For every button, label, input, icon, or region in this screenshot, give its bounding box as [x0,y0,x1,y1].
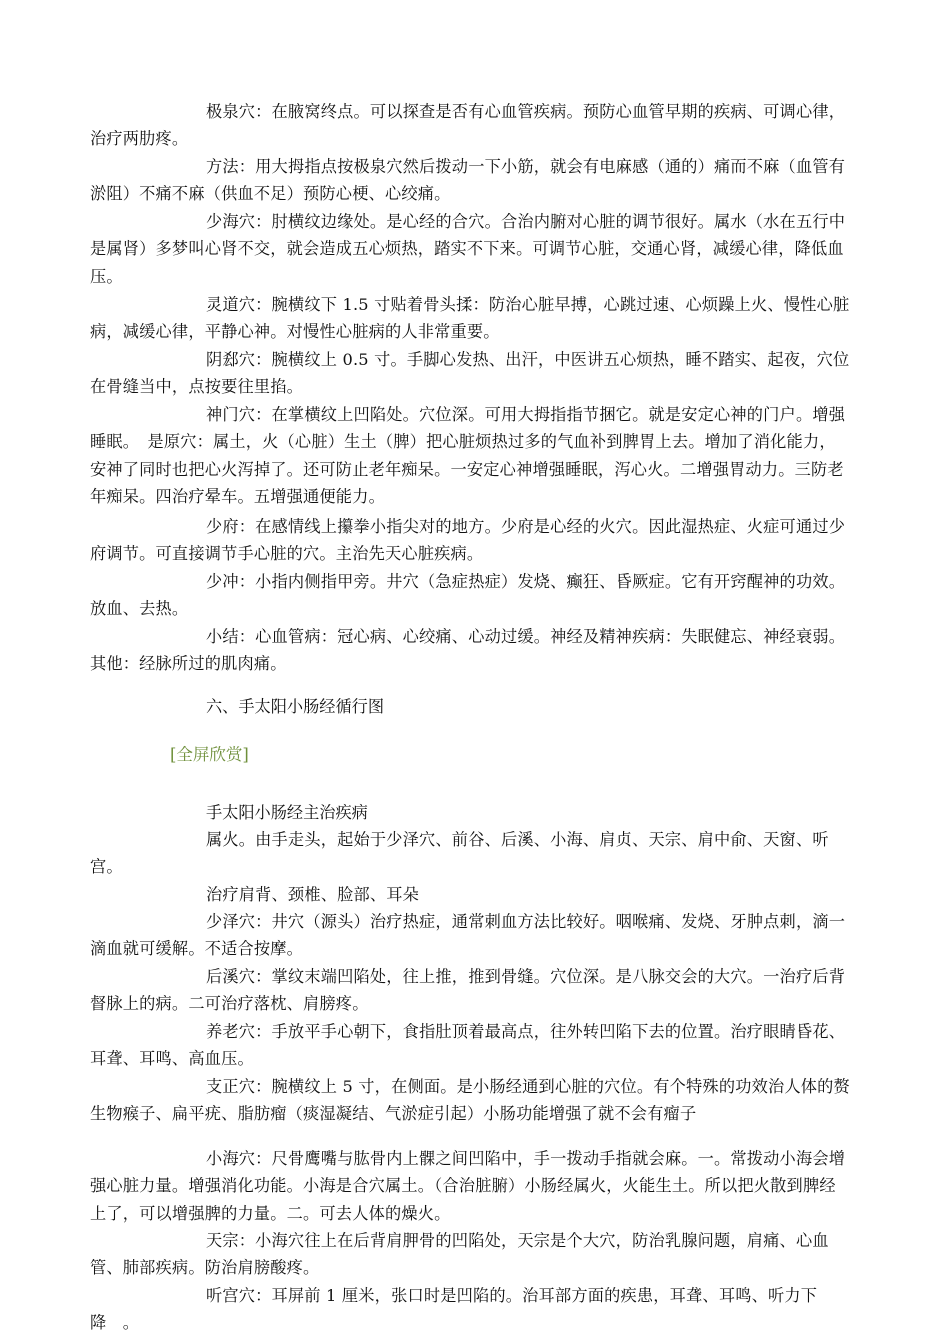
paragraph-shaohai: 少海穴：肘横纹边缘处。是心经的合穴。合治内腑对心脏的调节很好。属水（水在五行中是属肾）多梦叫心肾不交，就会造成五心烦热，踏实不下来。可调节心脏，交通心肾，减缓心律，降低血压。 [90,212,846,286]
paragraph-treat: 治疗肩背、颈椎、脸部、耳朵 [206,885,420,904]
paragraph-xiaohai: 小海穴：尺骨鹰嘴与肱骨内上髁之间凹陷中，手一拨动手指就会麻。一。常拨动小海会增强心脏力量。增强消化功能。小海是合穴属土。（合治脏腑）小肠经属火，火能生土。所以把火散到脾经上了，可以增强脾的力量。二。可去人体的燥火。 [90,1149,846,1223]
paragraph-zhizheng: 支正穴：腕横纹上 5 寸，在侧面。是小肠经通到心脏的穴位。有个特殊的功效治人体的赘生物瘊子、扁平疣、脂肪瘤（痰湿凝结、气淤症引起）小肠功能增强了就不会有瘤子 [90,1077,850,1124]
fullscreen-view-link[interactable]: [全屏欣赏] [170,745,249,764]
paragraph-yanglao: 养老穴：手放平手心朝下，食指肚顶着最高点，往外转凹陷下去的位置。治疗眼睛昏花、耳聋、耳鸣、高血压。 [90,1022,846,1069]
paragraph-huo: 属火。由手走头，起始于少泽穴、前谷、后溪、小海、肩贞、天宗、肩中俞、天窗、听宫。 [90,830,829,877]
paragraph-shaofu: 少府：在感情线上攥拳小指尖对的地方。少府是心经的火穴。因此湿热症、火症可通过少府调节。可直接调节手心脏的穴。主治先天心脏疾病。 [90,517,846,564]
paragraph-tinggong: 听宫穴：耳屏前 1 厘米，张口时是凹陷的。治耳部方面的疾患，耳聋、耳鸣、听力下降 。 [90,1286,818,1333]
paragraph-shenmen: 神门穴：在掌横纹上凹陷处。穴位深。可用大拇指指节捆它。就是安定心神的门户。增强睡眠。 是原穴：属土，火（心脏）生土（脾）把心脏烦热过多的气血补到脾胃上去。增加了消化能力，安神了同时也把心火泻掉了。还可防止老年痴呆。一安定心神增强睡眠，泻心火。二增强胃动力。三防老年痴呆。四治疗晕车。五增强通便能力。 [90,405,846,507]
paragraph-lingdao: 灵道穴：腕横纹下 1.5 寸贴着骨头揉：防治心脏早搏，心跳过速、心烦躁上火、慢性心脏病，减缓心律，平静心神。对慢性心脏病的人非常重要。 [90,295,850,342]
paragraph-houxi: 后溪穴：掌纹末端凹陷处，往上推，推到骨缝。穴位深。是八脉交会的大穴。一治疗后背督脉上的病。二可治疗落枕、肩膀疼。 [90,967,846,1014]
paragraph-shaoze: 少泽穴：井穴（源头）治疗热症，通常刺血方法比较好。咽喉痛、发烧、牙肿点刺，滴一滴血就可缓解。不适合按摩。 [90,912,846,959]
paragraph-jiquan: 极泉穴：在腋窝终点。可以探查是否有心血管疾病。预防心血管早期的疾病、可调心律，治疗两肋疼。 [90,102,846,149]
paragraph-tianzong: 天宗：小海穴往上在后背肩胛骨的凹陷处，天宗是个大穴，防治乳腺问题，肩痛、心血管、肺部疾病。防治肩膀酸疼。 [90,1231,829,1278]
paragraph-shaochong: 少冲：小指内侧指甲旁。井穴（急症热症）发烧、癫狂、昏厥症。它有开窍醒神的功效。放血、去热。 [90,572,846,619]
paragraph-yinxi: 阴郄穴：腕横纹上 0.5 寸。手脚心发热、出汗，中医讲五心烦热，睡不踏实、起夜，穴位在骨缝当中，点按要往里掐。 [90,350,850,397]
section-heading: 六、手太阳小肠经循行图 [206,697,385,716]
paragraph-method: 方法：用大拇指点按极泉穴然后拨动一下小筋，就会有电麻感（通的）痛而不麻（血管有淤阻）不痛不麻（供血不足）预防心梗、心绞痛。 [90,157,846,204]
section2-title: 手太阳小肠经主治疾病 [206,803,368,822]
paragraph-summary: 小结：心血管病：冠心病、心绞痛、心动过缓。神经及精神疾病：失眠健忘、神经衰弱。其他：经脉所过的肌肉痛。 [90,627,846,674]
